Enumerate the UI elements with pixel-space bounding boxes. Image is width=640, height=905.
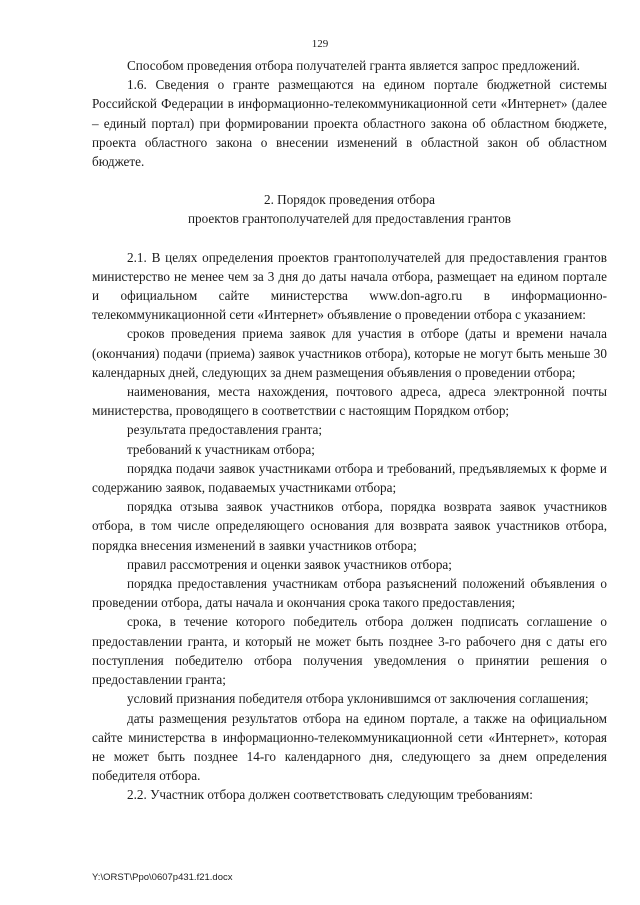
list-item: наименования, места нахождения, почтового адреса, адреса электронной почты министерства, проводящего в соответствии с настоящим Порядком отбор; xyxy=(92,384,607,419)
paragraph: 1.6. Сведения о гранте размещаются на едином портале бюджетной системы Российской Федерации в информационно-телекоммуникационной сети «Интернет» (далее – единый портал) при формировании проекта областного закона об областном бюджете, проекта областного закона о внесении изменений в областной закон об областном бюджете. xyxy=(92,77,607,170)
list-item: требований к участникам отбора; xyxy=(127,441,315,457)
document-body xyxy=(92,56,607,805)
list-item: даты размещения результатов отбора на едином портале, а также на официальном сайте министерства в информационно-телекоммуникационной сети «Интернет», которая не может быть позднее 14-го календарного дня, следующего за днем определения победителя отбора. xyxy=(92,710,607,784)
list-item: условий признания победителя отбора уклонившимся от заключения соглашения; xyxy=(127,691,589,707)
paragraph: 2.1. В целях определения проектов грантополучателей для предоставления грантов министерство не менее чем за 3 дня до даты начала отбора, размещает на едином портале и официальном сайте министерства www.don-agro.ru в информационно-телекоммуникационной сети «Интернет» объявление о проведении отбора с указанием: xyxy=(92,249,607,323)
list-item: срока, в течение которого победитель отбора должен подписать соглашение о предоставлении гранта, и который не может быть позднее 3-го рабочего дня с даты его поступления победителю отбора получения уведомления о принятии решения о предоставлении гранта; xyxy=(92,614,607,688)
list-item: результата предоставления гранта; xyxy=(127,422,323,438)
list-item: порядка отзыва заявок участников отбора, порядка возврата заявок участников отбора, в том числе определяющего основания для возврата заявок участников отбора, порядка внесения изменений в заявки участников отбора; xyxy=(92,499,607,553)
page-number: 129 xyxy=(311,38,329,50)
list-item: сроков проведения приема заявок для участия в отборе (даты и времени начала (окончания) подачи (приема) заявок участников отбора), которые не могут быть меньше 30 календарных дней, следующих за днем размещения объявления о проведении отбора; xyxy=(92,326,607,380)
section-heading-line1: 2. Порядок проведения отбора xyxy=(263,192,436,208)
list-item: порядка предоставления участникам отбора разъяснений положений объявления о проведении отбора, даты начала и окончания срока такого предоставления; xyxy=(92,576,607,611)
footer-file-path: Y:\ORST\Ppo\0607p431.f21.docx xyxy=(92,872,233,883)
section-heading-line2: проектов грантополучателей для предоставления грантов xyxy=(187,211,512,227)
list-item: правил рассмотрения и оценки заявок участников отбора; xyxy=(127,556,452,572)
paragraph: 2.2. Участник отбора должен соответствовать следующим требованиям: xyxy=(127,787,533,803)
list-item: порядка подачи заявок участниками отбора и требований, предъявляемых к форме и содержанию заявок, подаваемых участниками отбора; xyxy=(92,460,607,496)
paragraph: Способом проведения отбора получателей гранта является запрос предложений. xyxy=(127,58,580,73)
